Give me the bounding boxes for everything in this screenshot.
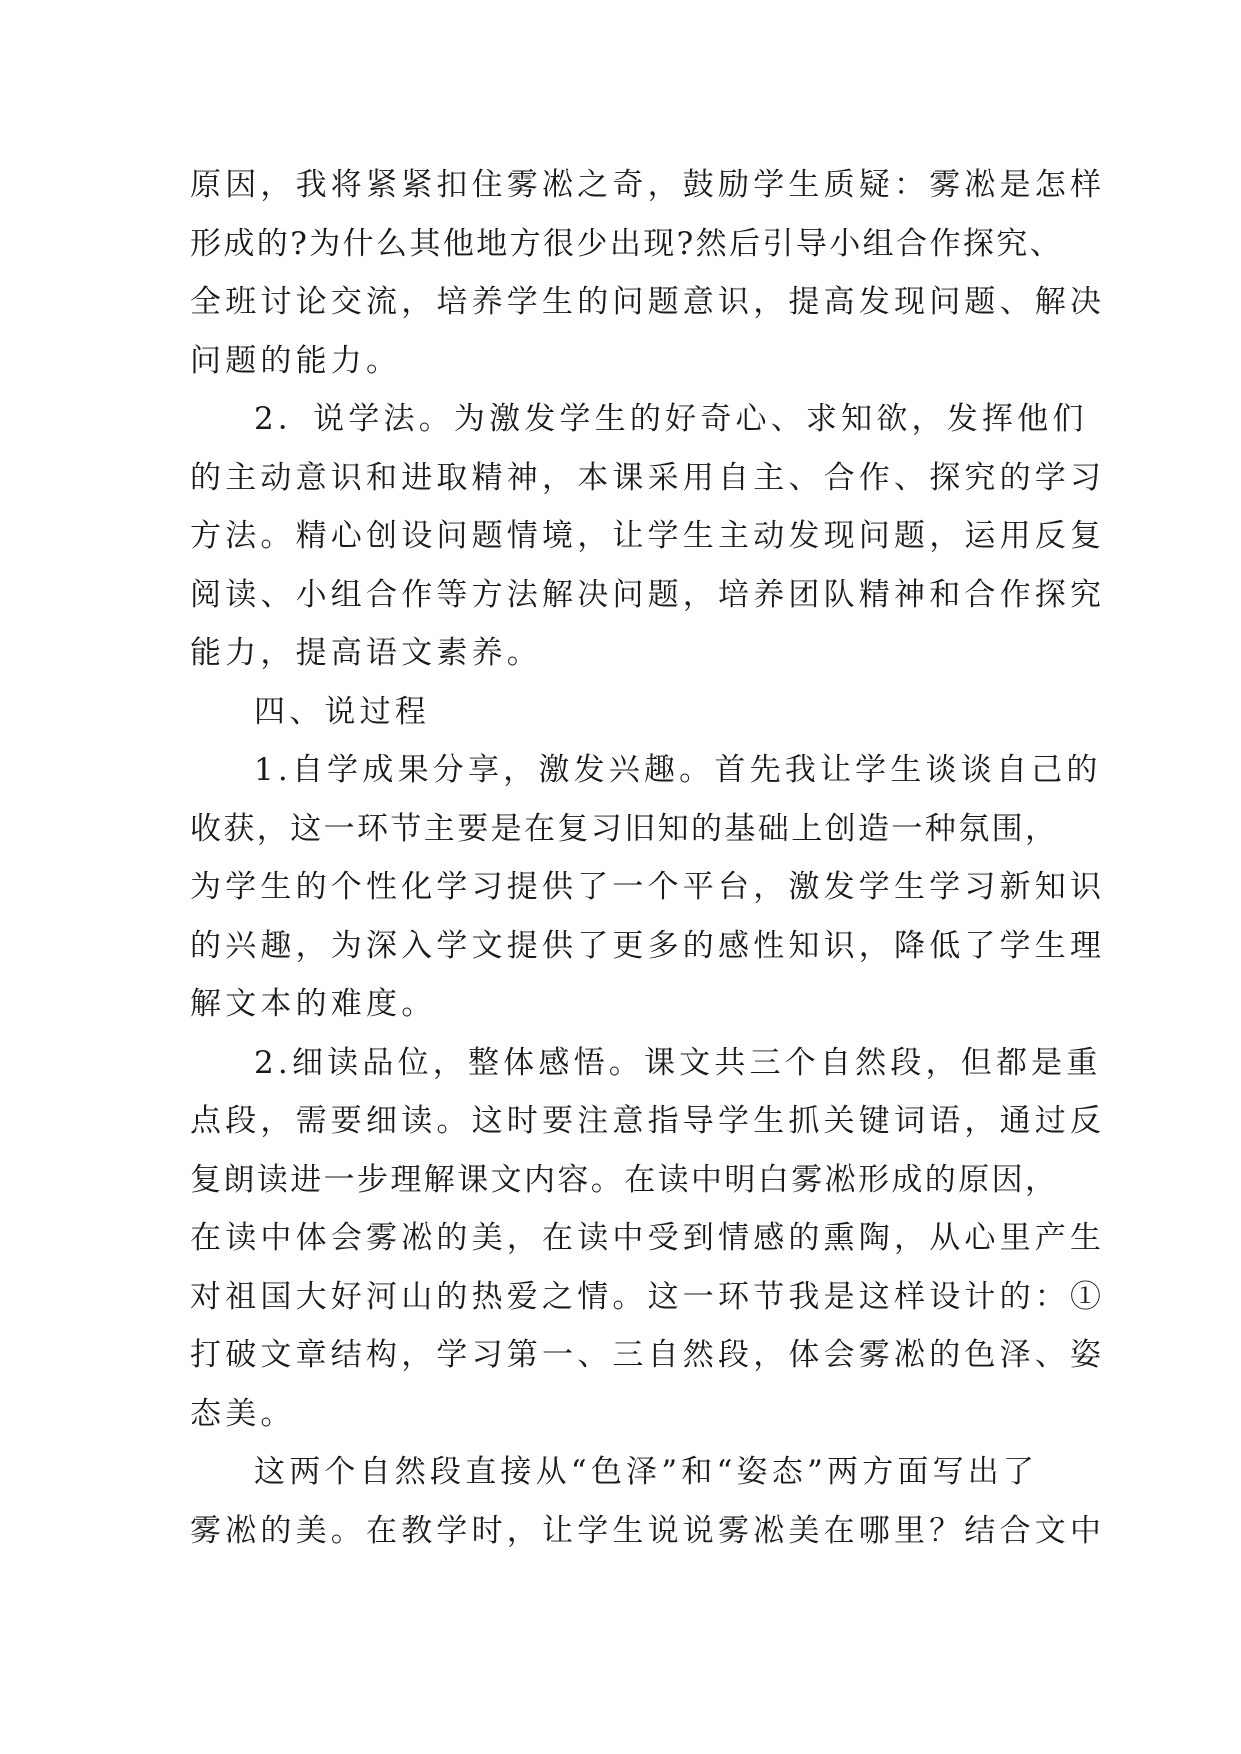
text-line: 问题的能力。 <box>190 342 402 379</box>
text-line: 形成的?为什么其他地方很少出现?然后引导小组合作探究、 <box>190 225 1064 262</box>
document-body <box>190 156 1106 1560</box>
text-line: 方法。精心创设问题情境，让学生主动发现问题，运用反复 <box>190 518 1106 554</box>
text-line: 复朗读进一步理解课文内容。在读中明白雾凇形成的原因， <box>190 1161 1059 1198</box>
text-line: 态美。 <box>190 1395 296 1432</box>
text-line: 打破文章结构，学习第一、三自然段，体会雾凇的色泽、姿 <box>190 1337 1106 1373</box>
text-line: 对祖国大好河山的热爱之情。这一环节我是这样设计的：① <box>190 1278 1106 1315</box>
text-line: 1.自学成果分享，激发兴趣。首先我让学生谈谈自己的 <box>254 752 1102 788</box>
text-line: 原因，我将紧紧扣住雾凇之奇，鼓励学生质疑：雾凇是怎样 <box>190 167 1106 203</box>
text-line: 的兴趣，为深入学文提供了更多的感性知识，降低了学生理 <box>190 927 1106 964</box>
text-line: 能力，提高语文素养。 <box>190 635 542 671</box>
text-line: 2.细读品位，整体感悟。课文共三个自然段，但都是重 <box>254 1044 1102 1081</box>
text-line: 为学生的个性化学习提供了一个平台，激发学生学习新知识 <box>190 869 1106 905</box>
text-line: 在读中体会雾凇的美，在读中受到情感的熏陶，从心里产生 <box>190 1220 1106 1256</box>
text-line: 点段，需要细读。这时要注意指导学生抓关键词语，通过反 <box>190 1103 1106 1139</box>
text-line: 解文本的难度。 <box>190 986 437 1022</box>
text-line: 的主动意识和进取精神，本课采用自主、合作、探究的学习 <box>190 459 1106 496</box>
section-heading: 四、说过程 <box>254 693 430 730</box>
text-line: 全班讨论交流，培养学生的问题意识，提高发现问题、解决 <box>190 284 1106 320</box>
text-line: 这两个自然段直接从“色泽”和“姿态”两方面写出了 <box>254 1454 1039 1490</box>
text-line: 收获，这一环节主要是在复习旧知的基础上创造一种氛围， <box>190 810 1059 847</box>
text-line: 2．说学法。为激发学生的好奇心、求知欲，发挥他们 <box>254 401 1088 437</box>
text-line: 阅读、小组合作等方法解决问题，培养团队精神和合作探究 <box>190 576 1106 613</box>
text-line: 雾凇的美。在教学时，让学生说说雾凇美在哪里？结合文中 <box>190 1512 1106 1549</box>
